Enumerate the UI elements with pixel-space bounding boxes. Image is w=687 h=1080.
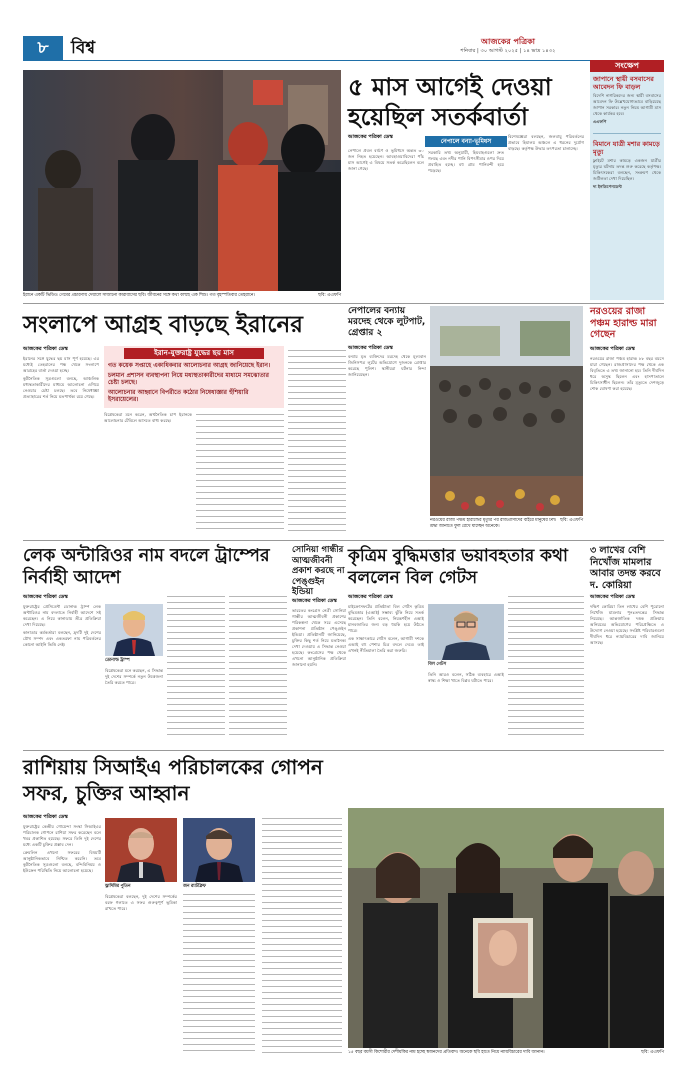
cia-headline: রাশিয়ায় সিআইএ পরিচালকের গোপন সফর, চুক্তির আহ্বান	[23, 755, 323, 805]
brief-box	[590, 60, 664, 300]
trump-body-lines	[167, 596, 225, 744]
ratcliffe-photo-caption: জন র‍্যাটক্লিফ	[183, 884, 206, 889]
nepal-paragraph: নেপালে প্রবল বর্ষণে ও ভূমিধসে অন্তত ৩০ জন নিহত হয়েছেন। আবহাওয়াবিদেরা পাঁচ মাস আগেই এ বিষয়ে সতর্ক করেছিলেন বলে জানা গেছে।	[348, 148, 424, 171]
nepal-headline: ৫ মাস আগেই দেওয়া হয়েছিল সতর্কবার্তা	[348, 72, 552, 131]
header-rule	[23, 60, 664, 61]
crowd-photo	[430, 306, 583, 516]
nepal-paragraph: সরকারি তথ্য অনুযায়ী, হিমবাহগুলো দ্রুত গলছে এবং নদীর পানি বিপৎসীমার ওপর দিয়ে প্রবাহিত হচ্ছে। বহু গ্রাম পানিবন্দী হয়ে পড়েছে।	[428, 150, 504, 173]
divider	[23, 750, 664, 751]
nepal-body-2	[428, 150, 504, 288]
putin-photo-caption: ভ্লাদিমির পুতিন	[105, 884, 131, 889]
iran-paragraph: ইরানের সঙ্গে যুদ্ধের ছয় মাস পূর্ণ হয়েছে। এর মধ্যেই তেহরানের পক্ষ থেকে সংলাপে আগ্রহের বার্তা দেওয়া হচ্ছে।	[23, 356, 99, 373]
iran-body-lines-2	[288, 350, 346, 536]
gates-photo	[428, 604, 504, 660]
section-title: বিশ্ব	[71, 38, 96, 58]
trump-paragraph: যুক্তরাষ্ট্রের প্রেসিডেন্ট ডোনাল্ড ট্রাম্প লেক অন্টারিওর নাম বদলাতে নির্বাহী আদেশে সই করেছেন। এ নিয়ে কানাডায় তীব্র প্রতিক্রিয়া দেখা দিয়েছে।	[23, 604, 101, 627]
page-header	[23, 36, 664, 60]
iran-infobox-item: চলমান প্রশাসন ব্যবস্থাপনা নিয়ে মধ্যস্থতাকারীদের মাধ্যমে সমঝোতার চেষ্টা চলছে।	[108, 371, 269, 386]
korea-body: দক্ষিণ কোরিয়া তিন লাখের বেশি পুরোনো নিখোঁজ মামলার পুনঃতদন্তের সিদ্ধান্ত নিয়েছে। আন্তর্জাতিক দত্তক প্রক্রিয়ায় অনিয়মের অভিযোগের পরিপ্রেক্ষিতে এ উদ্যোগ নেওয়া হয়েছে। সংশ্লিষ্ট পরিবারগুলো দীর্ঘদিন ধরে ন্যায়বিচারের দাবি জানিয়ে আসছে।	[590, 604, 664, 645]
iran-infobox	[104, 346, 284, 408]
divider	[23, 303, 664, 304]
iran-paragraph: কূটনৈতিক সূত্রগুলো বলছে, আঞ্চলিক মধ্যস্থতাকারীদের মাধ্যমে আলোচনা এগিয়ে নেওয়ার চেষ্টা চলছে। তবে নিষেধাজ্ঞা প্রত্যাহারের শর্ত নিয়ে মতপার্থক্য রয়ে গেছে।	[23, 376, 99, 399]
trump-photo	[105, 604, 163, 656]
funeral-photo	[348, 808, 664, 1048]
looting-body: বন্যায় মৃত ব্যক্তিদের মরদেহ থেকে মূল্যবান জিনিসপত্র লুটের অভিযোগে দুজনকে গ্রেপ্তার করেছে পুলিশ। স্থানীয়রা ঘটনার নিন্দা জানিয়েছেন।	[348, 354, 426, 377]
king-body: নরওয়ের রাজা পঞ্চম হারাল্ড ৮৮ বছর বয়সে মারা গেছেন। রাজপ্রাসাদের পক্ষ থেকে এক বিবৃতিতে এ তথ্য জানানো হয়। তিনি দীর্ঘদিন ধরে অসুস্থ ছিলেন এবং হাসপাতালে চিকিৎসাধীন ছিলেন। তাঁর মৃত্যুতে দেশজুড়ে শোক ঘোষণা করা হয়েছে।	[590, 356, 664, 391]
brief-source: এএফপি	[593, 119, 607, 124]
gates-body-2	[428, 672, 504, 744]
lead-photo-credit: ছবি: এএফপি	[318, 293, 341, 298]
page-number: ৮	[37, 38, 49, 58]
gates-paragraph: এক সাক্ষাৎকারে গেটস বলেন, আগামী দশকে এআই বহু পেশার চিত্র বদলে দেবে। তাই এখনই নীতিমালা তৈরি করা জরুরি।	[348, 636, 424, 653]
trump-body	[23, 604, 101, 744]
date-line: শনিবার | ৩০ আগস্ট ২০২৫ | ১৪ ভাদ্র ১৪৩২	[460, 48, 556, 54]
ratcliffe-photo	[183, 818, 255, 882]
nepal-badge-label: নেপালে বন্যা-ভূমিধস	[440, 138, 492, 145]
cia-paragraph: ক্রেমলিন এখনো সফরের বিষয়টি আনুষ্ঠানিকভাবে নিশ্চিত করেনি। তবে কূটনৈতিক সূত্রগুলো বলছে, বন্দিবিনিময় ও ইউক্রেন পরিস্থিতি নিয়ে আলোচনা হয়েছে।	[23, 850, 101, 873]
king-headline: নরওয়ের রাজা পঞ্চম হারাল্ড মারা গেছেন	[590, 306, 657, 340]
sonia-byline: আজকের পত্রিকা ডেস্ক	[292, 598, 337, 604]
cia-body	[23, 824, 101, 1060]
trump-paragraph: বিশ্লেষকেরা মনে করছেন, এ সিদ্ধান্ত দুই দেশের সম্পর্কে নতুন উত্তেজনা তৈরি করতে পারে।	[105, 668, 163, 685]
gates-body	[348, 604, 424, 744]
trump-photo-caption: ডোনাল্ড ট্রাম্প	[105, 658, 130, 663]
gates-headline: কৃত্রিম বুদ্ধিমত্তার ভয়াবহতার কথা বললেন বিল গেটস	[348, 546, 568, 588]
iran-body-lines	[196, 414, 284, 534]
putin-photo	[105, 818, 177, 882]
looting-headline: নেপালের বন্যায় মরদেহ থেকে লুটপাট, গ্রেপ্তার ২	[348, 306, 426, 338]
gates-photo-caption: বিল গেটস	[428, 662, 447, 667]
iran-body-2	[104, 412, 192, 536]
gates-paragraph: মাইক্রোসফটের প্রতিষ্ঠাতা বিল গেটস কৃত্রিম বুদ্ধিমত্তার (এআই) সম্ভাব্য ঝুঁকি নিয়ে সতর্ক করেছেন। তিনি বলেন, নিয়ন্ত্রণহীন এআই মানবজাতির জন্য বড় হুমকি হয়ে উঠতে পারে।	[348, 604, 424, 633]
gates-byline: আজকের পত্রিকা ডেস্ক	[348, 594, 393, 600]
nepal-badge	[425, 136, 507, 147]
looting-byline: আজকের পত্রিকা ডেস্ক	[348, 345, 393, 351]
nepal-body-3	[508, 134, 584, 288]
iran-byline: আজকের পত্রিকা ডেস্ক	[23, 346, 68, 352]
crowd-photo-credit: ছবি: এএফপি	[560, 518, 583, 523]
cia-body-lines	[183, 894, 255, 1060]
gates-body-lines	[508, 596, 584, 744]
korea-byline: আজকের পত্রিকা ডেস্ক	[590, 594, 635, 600]
trump-paragraph: কানাডার কর্মকর্তারা বলছেন, হ্রদটি দুই দেশের যৌথ সম্পদ এবং একতরফা নাম পরিবর্তনের কোনো আইনি ভিত্তি নেই।	[23, 630, 101, 647]
funeral-photo-credit: ছবি: এএফপি	[641, 1050, 664, 1055]
crowd-photo-caption: নরওয়ের রাজা পঞ্চম হারাল্ডের মৃত্যুর পর রাজপ্রাসাদের বাইরে মানুষের ঢল। শ্রদ্ধা জানাতে ফুল রেখে যাচ্ছেন অনেকে।	[430, 518, 557, 529]
nepal-byline: আজকের পত্রিকা ডেস্ক	[348, 134, 393, 140]
iran-paragraph: বিশ্লেষকেরা মনে করেন, অর্থনৈতিক চাপ ইরানকে আলোচনার টেবিলে আসতে বাধ্য করছে।	[104, 412, 192, 423]
sonia-body: ভারতের কংগ্রেস নেত্রী সোনিয়া গান্ধীর আত্মজীবনী প্রকাশের পরিকল্পনা থেকে সরে এসেছে প্রকাশনা প্রতিষ্ঠান পেঙ্গুইন ইন্ডিয়া। প্রতিষ্ঠানটি জানিয়েছে, চুক্তির কিছু শর্ত নিয়ে মতানৈক্য দেখা দেওয়ায় এ সিদ্ধান্ত নেওয়া হয়েছে। কংগ্রেসের পক্ষ থেকে এখনো আনুষ্ঠানিক প্রতিক্রিয়া জানানো হয়নি।	[292, 608, 346, 667]
trump-body-2	[105, 668, 163, 744]
sonia-headline: সোনিয়া গান্ধীর আত্মজীবনী প্রকাশ করছে না পেঙ্গুইন ইন্ডিয়া	[292, 545, 345, 597]
cia-paragraph: বিশ্লেষকেরা বলছেন, দুই দেশের সম্পর্কের বরফ গলাতে এ সফর গুরুত্বপূর্ণ ভূমিকা রাখতে পারে।	[105, 894, 177, 911]
cia-body-2	[105, 894, 177, 1060]
trump-byline: আজকের পত্রিকা ডেস্ক	[23, 594, 68, 600]
gates-paragraph: তিনি আরও বলেন, সঠিক ব্যবহারে এআই স্বাস্থ্য ও শিক্ষা খাতে বিপ্লব ঘটাতে পারে।	[428, 672, 504, 683]
iran-infobox-title: ইরান-যুক্তরাষ্ট্র যুদ্ধের ছয় মাস	[124, 348, 264, 359]
nepal-body	[348, 148, 424, 288]
trump-body-lines-2	[229, 596, 287, 744]
trump-headline: লেক অন্টারিওর নাম বদলে ট্রাম্পের নির্বাহী আদেশ	[23, 546, 270, 588]
divider	[23, 540, 664, 541]
lead-photo-caption: ইরানে একটি ভিডিও গেমের প্রচারণায় দেয়ালে সাজানো কারাবাসের ছবি। জীবনের সঙ্গে কথা বলছে এক শিশু। গত বৃহস্পতিবার তেহরানে।	[23, 293, 255, 298]
nepal-paragraph: বিশেষজ্ঞেরা বলছেন, জলবায়ু পরিবর্তনের প্রভাবে হিমালয় অঞ্চলে এ ধরনের দুর্যোগ বাড়ছে। কর্তৃপক্ষ উদ্ধার তৎপরতা চালাচ্ছে।	[508, 134, 584, 151]
brief-box-title: সংক্ষেপ	[590, 60, 664, 72]
brief2-source: দ্য ইনডিপেনডেন্ট	[593, 184, 622, 189]
iran-infobox-item: আলোচনার আহ্বানে বিপরীতে কঠোর নিষেধাজ্ঞার হুঁশিয়ারি ইসরায়েলের।	[108, 388, 249, 403]
brief-headline: জাপানে স্থায়ী বসবাসের আবেদন ফি বাড়ল	[593, 75, 654, 91]
funeral-photo-caption: ১৫ বছর বয়সী কিশোরীর দেশীয়কির নাম হচ্ছে স্বজনদের প্রতিবাদ। অনেকে ছবি হাতে নিয়ে ন্যায়বিচারের দাবি জানান।	[348, 1050, 545, 1055]
iran-body	[23, 356, 99, 536]
paper-name: আজকের পত্রিকা	[481, 37, 535, 46]
iran-headline: সংলাপে আগ্রহ বাড়ছে ইরানের	[23, 311, 303, 338]
brief-text: বিদেশি নাগরিকদের জন্য স্থায়ী বসবাসের আবেদন ফি উল্লেখযোগ্যভাবে বাড়িয়েছে জাপান সরকার। নতুন নিয়ম আগামী মাস থেকে কার্যকর হবে।	[593, 93, 661, 116]
king-byline: আজকের পত্রিকা ডেস্ক	[590, 346, 635, 352]
lead-photo	[23, 70, 341, 291]
iran-infobox-item: গত কয়েক সপ্তাহে একাধিকবার আলোচনার আগ্রহ জানিয়েছে ইরান।	[108, 362, 271, 369]
cia-paragraph: যুক্তরাষ্ট্রের কেন্দ্রীয় গোয়েন্দা সংস্থা সিআইএর পরিচালক গোপনে রাশিয়া সফর করেছেন বলে খবর প্রকাশিত হয়েছে। সফরে তিনি দুই দেশের মধ্যে একটি চুক্তির প্রস্তাব দেন।	[23, 824, 101, 847]
brief2-text: ফ্লাইটে মশার কামড়ে একজন যাত্রীর মৃত্যুর ঘটনায় তদন্ত শুরু করেছে কর্তৃপক্ষ। চিকিৎসকেরা বলছেন, সংক্রমণ থেকে জটিলতা দেখা দিয়েছিল।	[593, 158, 661, 181]
brief2-headline: বিমানে যাত্রী মশার কামড়ে মৃত্যু	[593, 140, 660, 156]
cia-byline: আজকের পত্রিকা ডেস্ক	[23, 814, 68, 820]
cia-body-lines-2	[262, 818, 342, 1060]
korea-headline: ৩ লাখের বেশি নিখোঁজ মামলার আবার তদন্ত করবে দ. কোরিয়া	[590, 545, 661, 591]
